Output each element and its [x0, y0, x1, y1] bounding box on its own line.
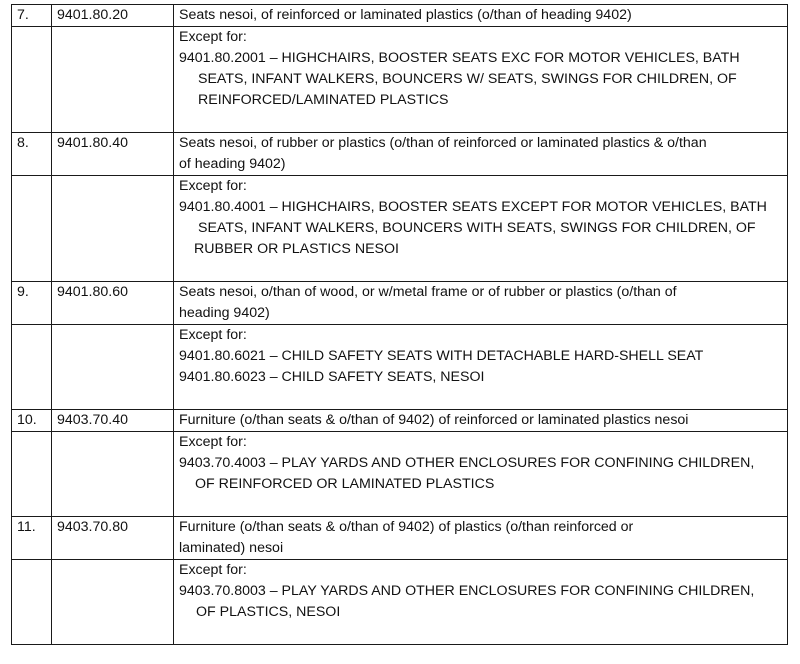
- exception-row: [12, 432, 788, 517]
- spacer: [179, 388, 787, 409]
- table-row: [12, 5, 788, 27]
- exception-line: SEATS, INFANT WALKERS, BOUNCERS W/ SEATS, SWINGS FOR CHILDREN, OF: [198, 71, 737, 87]
- spacer: [179, 623, 787, 644]
- exception-list: [174, 325, 788, 410]
- exception-line: 9403.70.8003 – PLAY YARDS AND OTHER ENCLOSURES FOR CONFINING CHILDREN,: [179, 583, 755, 599]
- exception-row: [12, 325, 788, 410]
- spacer: [179, 260, 787, 281]
- except-label: Except for:: [179, 327, 247, 343]
- empty-cell: [52, 432, 174, 517]
- exception-line: SEATS, INFANT WALKERS, BOUNCERS WITH SEATS, SWINGS FOR CHILDREN, OF: [198, 220, 756, 236]
- table-row: [12, 517, 788, 560]
- exception-line: RUBBER OR PLASTICS NESOI: [194, 241, 399, 257]
- item-number: 10.: [12, 410, 52, 432]
- except-label: Except for:: [179, 434, 247, 450]
- hts-description: [174, 5, 788, 27]
- empty-cell: [52, 325, 174, 410]
- empty-cell: [12, 176, 52, 282]
- empty-cell: [52, 176, 174, 282]
- description-line: laminated) nesoi: [179, 540, 284, 556]
- item-number: 7.: [12, 5, 52, 27]
- exception-line: 9401.80.6021 – CHILD SAFETY SEATS WITH DETACHABLE HARD-SHELL SEAT: [179, 348, 704, 364]
- except-label: Except for:: [179, 562, 247, 578]
- item-number: 9.: [12, 282, 52, 325]
- except-label: Except for:: [179, 29, 247, 45]
- hts-code: 9401.80.20: [52, 5, 174, 27]
- item-number: 11.: [12, 517, 52, 560]
- hts-description: [174, 410, 788, 432]
- tariff-table: [11, 4, 788, 645]
- except-label: Except for:: [179, 178, 247, 194]
- table-row: [12, 410, 788, 432]
- description-line: Furniture (o/than seats & o/than of 9402) of reinforced or laminated plastics nesoi: [179, 412, 689, 428]
- hts-code: 9403.70.40: [52, 410, 174, 432]
- exception-line: 9401.80.4001 – HIGHCHAIRS, BOOSTER SEATS EXCEPT FOR MOTOR VEHICLES, BATH: [179, 199, 767, 215]
- exception-line: REINFORCED/LAMINATED PLASTICS: [198, 92, 449, 108]
- empty-cell: [52, 560, 174, 645]
- hts-code: 9401.80.40: [52, 133, 174, 176]
- hts-code: 9403.70.80: [52, 517, 174, 560]
- exception-list: [174, 560, 788, 645]
- empty-cell: [52, 27, 174, 133]
- hts-description: [174, 282, 788, 325]
- exception-row: [12, 27, 788, 133]
- description-line: Seats nesoi, of rubber or plastics (o/than of reinforced or laminated plastics & o/than: [179, 135, 707, 151]
- exception-row: [12, 176, 788, 282]
- description-line: heading 9402): [179, 305, 270, 321]
- exception-row: [12, 560, 788, 645]
- spacer: [179, 111, 787, 132]
- exception-line: 9403.70.4003 – PLAY YARDS AND OTHER ENCLOSURES FOR CONFINING CHILDREN,: [179, 455, 755, 471]
- description-line: of heading 9402): [179, 156, 286, 172]
- exception-list: [174, 27, 788, 133]
- exception-line: 9401.80.2001 – HIGHCHAIRS, BOOSTER SEATS EXC FOR MOTOR VEHICLES, BATH: [179, 50, 740, 66]
- table-row: [12, 133, 788, 176]
- exception-list: [174, 432, 788, 517]
- item-number: 8.: [12, 133, 52, 176]
- exception-line: OF REINFORCED OR LAMINATED PLASTICS: [195, 476, 495, 492]
- description-line: Furniture (o/than seats & o/than of 9402) of plastics (o/than reinforced or: [179, 519, 634, 535]
- hts-description: [174, 133, 788, 176]
- empty-cell: [12, 432, 52, 517]
- table-row: [12, 282, 788, 325]
- exception-line: OF PLASTICS, NESOI: [196, 604, 341, 620]
- empty-cell: [12, 325, 52, 410]
- description-line: Seats nesoi, o/than of wood, or w/metal frame or of rubber or plastics (o/than of: [179, 284, 677, 300]
- exception-line: 9401.80.6023 – CHILD SAFETY SEATS, NESOI: [179, 369, 485, 385]
- hts-code: 9401.80.60: [52, 282, 174, 325]
- exception-list: [174, 176, 788, 282]
- empty-cell: [12, 560, 52, 645]
- spacer: [179, 495, 787, 516]
- empty-cell: [12, 27, 52, 133]
- hts-description: [174, 517, 788, 560]
- description-line: Seats nesoi, of reinforced or laminated plastics (o/than of heading 9402): [179, 7, 632, 23]
